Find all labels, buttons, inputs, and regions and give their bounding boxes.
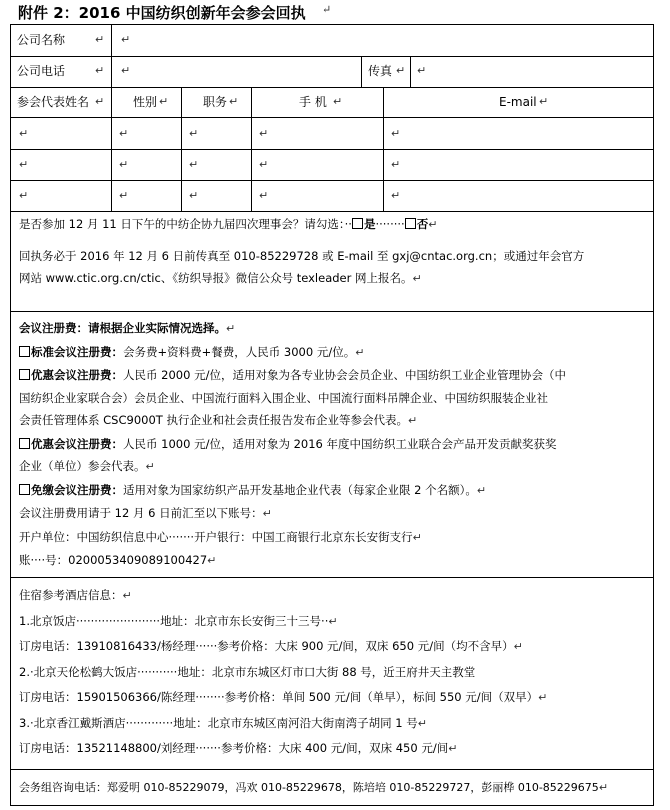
hotel-2-booking: 订房电话：15901506366/陈经理········ [19, 690, 225, 704]
row2-title-field[interactable]: ↵ [189, 158, 199, 171]
return-mark: ↵ [513, 640, 523, 653]
row2-name-field[interactable]: ↵ [19, 158, 29, 171]
return-mark: ↵ [229, 95, 239, 108]
council-no-checkbox[interactable] [405, 218, 416, 229]
transfer-note: 会议注册费用请于 12 月 6 日前汇至以下账号： [19, 506, 263, 520]
hotels-section [19, 583, 647, 762]
row3-mobile-field[interactable]: ↵ [259, 189, 269, 202]
company-phone-label: 公司电话 [17, 64, 66, 78]
return-mark: ↵ [159, 95, 169, 108]
col-header-gender: 性别 [133, 95, 158, 109]
row1-name-field[interactable]: ↵ [19, 127, 29, 140]
return-mark: ↵ [407, 414, 418, 427]
council-section: 是否参加 12 月 11 日下午的中纺企协九届四次理事会？请勾选：·· 是········ 否↵ 回执务必于 2016 年 12 月 6 日前传真至 010-85229728 或 E-mail 至 gxj@cntac.org.cn；或通过年会官方 网站 www.ctic.org.cn/ctic、《纺织导报》微信公众号 texleader 网上报名。↵ [19, 213, 647, 291]
council-yes-label: 是 [363, 217, 376, 231]
return-mark: ↵ [448, 742, 458, 755]
return-mark: ↵ [95, 95, 105, 108]
preferential-fee-1-line3: 会责任管理体系 CSC9000T 执行企业和社会责任报告发布企业等参会代表。 [19, 413, 408, 427]
return-mark: ↵ [598, 781, 609, 794]
free-fee-checkbox[interactable] [19, 484, 30, 495]
col-header-title: 职务 [203, 95, 228, 109]
row3-name-field[interactable]: ↵ [19, 189, 29, 202]
return-mark: ↵ [539, 95, 549, 108]
row3-gender-field[interactable]: ↵ [119, 189, 129, 202]
registration-form [10, 24, 654, 806]
hotel-3-name: 3.·北京香江戴斯酒店············· [19, 715, 174, 730]
return-note-line1: 回执务必于 2016 年 12 月 6 日前传真至 010-85229728 或 E-mail 至 gxj@cntac.org.cn；或通过年会官方 [19, 248, 585, 263]
return-mark: ↵ [538, 691, 548, 704]
return-mark: ↵ [476, 483, 487, 497]
return-mark: ↵ [95, 64, 105, 77]
page-title: 附件 2：2016 中国纺织创新年会参会回执 [18, 4, 306, 22]
return-mark: ↵ [322, 3, 332, 16]
contacts-section [19, 777, 647, 799]
col-header-email: E-mail [499, 95, 537, 109]
preferential-fee-2-checkbox[interactable] [19, 438, 30, 449]
account-unit: 开户单位：中国纺织信息中心·······开户银行：中国工商银行北京东长安街支行 [19, 529, 413, 544]
hotel-1-price: 参考价格：大床 900 元/间，双床 650 元/间（均不含早） [217, 639, 514, 653]
return-mark: ↵ [262, 507, 272, 520]
hotel-2-price: 参考价格：单间 500 元/间（单早），标间 550 元/间（双早） [224, 690, 539, 704]
col-header-mobile: 手 机 [299, 95, 327, 109]
return-mark: ↵ [95, 33, 105, 46]
hotel-3-booking: 订房电话：13521148800/刘经理······· [19, 741, 221, 755]
preferential-fee-1-line2: 国纺织企业家联合会）会员企业、中国流行面料入围企业、中国流行面料吊牌企业、中国纺织服装企业社 [19, 390, 548, 405]
fax-field[interactable]: ↵ [417, 64, 427, 77]
return-note-line2: 网站 www.ctic.org.cn/ctic、《纺织导报》微信公众号 texleader 网上报名。 [19, 271, 413, 285]
return-mark: ↵ [412, 272, 422, 285]
company-phone-field[interactable]: ↵ [121, 64, 131, 77]
hotel-3-price: 参考价格：大床 400 元/间，双床 450 元/间 [220, 741, 449, 755]
row1-mobile-field[interactable]: ↵ [259, 127, 269, 140]
contacts-line: 会务组咨询电话：郑爱明 010-85229079，冯欢 010-85229678，陈培培 010-85229727，彭丽桦 010-85229675 [19, 781, 599, 794]
fax-label: 传真 [368, 64, 393, 78]
hotels-heading: 住宿参考酒店信息： [19, 588, 123, 602]
col-header-name: 参会代表姓名 [17, 95, 90, 109]
row2-email-field[interactable]: ↵ [391, 158, 401, 171]
row3-title-field[interactable]: ↵ [189, 189, 199, 202]
return-mark: ↵ [226, 322, 236, 335]
row3-email-field[interactable]: ↵ [391, 189, 401, 202]
council-question: 是否参加 12 月 11 日下午的中纺企协九届四次理事会？请勾选： [19, 217, 345, 231]
free-fee-text: 适用对象为国家纺织产品开发基地企业代表（每家企业限 2 个名额）。 [123, 482, 477, 497]
hotel-1-address: 地址：北京市东长安街三十三号·· [160, 613, 329, 628]
hotel-2-address: 地址：北京市东城区灯市口大街 88 号，近王府井天主教堂 [177, 664, 476, 679]
hotel-3-address: 地址：北京市东城区南河沿大街南湾子胡同 1 号 [173, 715, 418, 730]
standard-fee-label: 标准会议注册费： [31, 344, 123, 359]
hotel-2-name: 2.·北京天伦松鹤大饭店··········· [19, 664, 178, 679]
preferential-fee-2-line2: 企业（单位）参会代表。 [19, 459, 146, 473]
row2-mobile-field[interactable]: ↵ [259, 158, 269, 171]
company-name-label: 公司名称 [17, 33, 66, 47]
council-no-label: 否 [416, 217, 429, 231]
preferential-fee-2-line1: 人民币 1000 元/位，适用对象为 2016 年度中国纺织工业联合会产品开发贡献奖获奖 [123, 436, 557, 451]
council-yes-checkbox[interactable] [352, 218, 363, 229]
return-mark: ↵ [122, 589, 132, 602]
free-fee-label: 免缴会议注册费： [31, 482, 123, 497]
hotel-1-booking: 订房电话：13910816433/杨经理······ [19, 639, 218, 653]
row1-gender-field[interactable]: ↵ [119, 127, 129, 140]
company-name-field[interactable]: ↵ [121, 33, 131, 46]
fees-heading: 会议注册费：请根据企业实际情况选择。 [19, 321, 226, 335]
preferential-fee-1-label: 优惠会议注册费： [31, 368, 123, 382]
standard-fee-text: 会务费+资料费+餐费，人民币 3000 元/位。 [123, 344, 356, 359]
row2-gender-field[interactable]: ↵ [119, 158, 129, 171]
hotel-1-name: 1.北京饭店······················· [19, 613, 161, 628]
return-mark: ↵ [333, 95, 343, 108]
preferential-fee-2-label: 优惠会议注册费： [31, 436, 123, 451]
return-mark: ↵ [328, 614, 338, 628]
preferential-fee-1-line1: 人民币 2000 元/位，适用对象为各专业协会会员企业、中国纺织工业企业管理协会（中 [123, 368, 566, 382]
return-mark: ↵ [428, 218, 438, 231]
return-mark: ↵ [412, 530, 422, 544]
return-mark: ↵ [396, 64, 406, 77]
return-mark: ↵ [355, 345, 365, 359]
return-mark: ↵ [145, 460, 155, 473]
return-mark: ↵ [417, 716, 428, 730]
row1-email-field[interactable]: ↵ [391, 127, 401, 140]
account-number: 账····号：0200053409089100427 [19, 553, 208, 567]
standard-fee-checkbox[interactable] [19, 346, 30, 357]
fees-section [19, 317, 647, 573]
return-mark: ↵ [207, 554, 217, 567]
preferential-fee-1-checkbox[interactable] [19, 369, 30, 380]
row1-title-field[interactable]: ↵ [189, 127, 199, 140]
